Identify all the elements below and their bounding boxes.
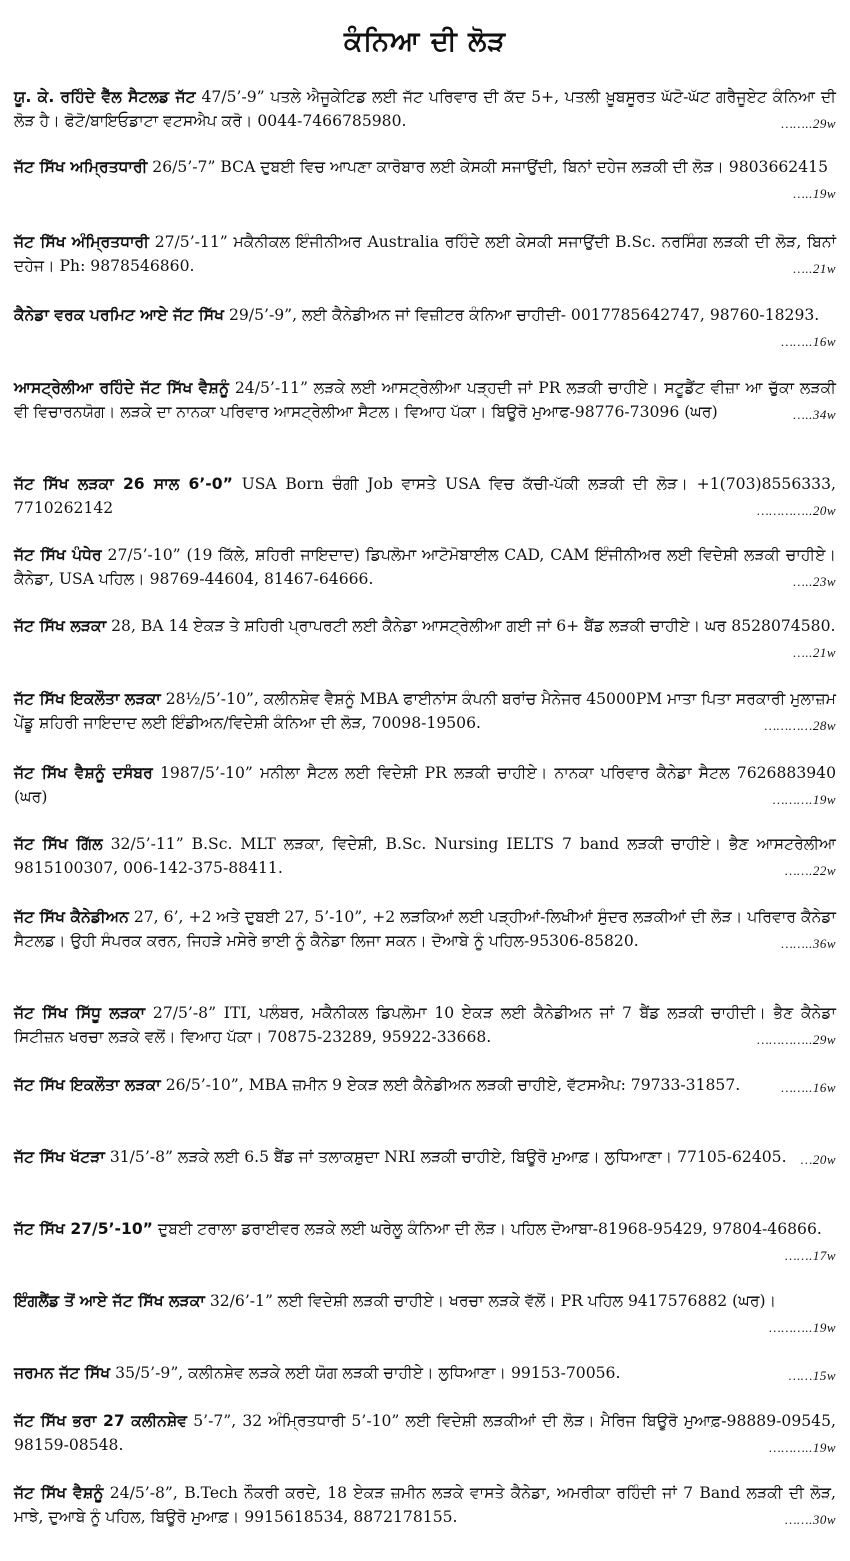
ad-body: 32/5’-11” B.Sc. MLT ਲੜਕਾ, ਵਿਦੇਸ਼ੀ, B.Sc. Nursing IELTS 7 band ਲੜਕੀ ਚਾਹੀਏ। ਭੈਣ ਆਸਟਰੇਲੀਆ 9815100307, 006-142-375-88411. bbox=[14, 835, 836, 877]
ad-lead: ਜੱਟ ਸਿੱਖ ਸਿੱਧੂ ਲੜਕਾ bbox=[14, 1004, 146, 1022]
ad-code: ……..36w bbox=[781, 935, 836, 951]
ad-body: 24/5’-11” ਲੜਕੇ ਲਈ ਆਸਟ੍ਰੇਲੀਆ ਪੜ੍ਹਦੀ ਜਾਂ PR ਲੜਕੀ ਚਾਹੀਏ। ਸਟੂਡੈਂਟ ਵੀਜ਼ਾ ਆ ਚੁੱਕਾ ਲੜਕੀ ਵੀ ਵਿਚਾਰਨਯੋਗ। ਲੜਕੇ ਦਾ ਨਾਨਕਾ ਪਰਿਵਾਰ ਆਸਟ੍ਰੇਲੀਆ ਸੈਟਲ। ਵਿਆਹ ਪੱਕਾ। ਬਿਊਰੋ ਮੁਆਫ-98776-73096 (ਘਰ) bbox=[14, 379, 836, 421]
ad-lead: ਜੱਟ ਸਿੱਖ ਅਮ੍ਰਿਤਧਾਰੀ bbox=[14, 158, 148, 176]
ad-lead: ਜੱਟ ਸਿੱਖ ਵੈਸ਼ਨੂੰ ਦਸੰਬਰ bbox=[14, 764, 153, 782]
ad-item bbox=[14, 544, 836, 593]
ad-lead: ਕੈਨੇਡਾ ਵਰਕ ਪਰਮਿਟ ਆਏ ਜੱਟ ਸਿੱਖ bbox=[14, 306, 224, 324]
ad-code: …………..29w bbox=[757, 1031, 836, 1047]
ad-item bbox=[14, 688, 836, 737]
ad-body: 27, 6’, +2 ਅਤੇ ਦੁਬਈ 27, 5’-10”, +2 ਲੜਕਿਆਂ ਲਈ ਪੜ੍ਹੀਆਂ-ਲਿਖੀਆਂ ਸੁੰਦਰ ਲੜਕੀਆਂ ਦੀ ਲੋੜ। ਪਰਿਵਾਰ ਕੈਨੇਡਾ ਸੈਟਲਡ। ਉਹੀ ਸੰਪਰਕ ਕਰਨ, ਜਿਹੜੇ ਮਸੇਰੇ ਭਾਈ ਨੂੰ ਕੈਨੇਡਾ ਲਿਜਾ ਸਕਨ। ਦੋਆਬੇ ਨੂੰ ਪਹਿਲ-95306-85820. bbox=[14, 908, 836, 950]
ad-lead: ਆਸਟ੍ਰੇਲੀਆ ਰਹਿੰਦੇ ਜੱਟ ਸਿੱਖ ਵੈਸ਼ਨੂੰ bbox=[14, 379, 229, 397]
ad-body: 26/5’-7” BCA ਦੁਬਈ ਵਿਚ ਆਪਣਾ ਕਾਰੋਬਾਰ ਲਈ ਕੇਸਕੀ ਸਜਾਉਂਦੀ, ਬਿਨਾਂ ਦਹੇਜ ਲੜਕੀ ਦੀ ਲੋੜ। 9803662415 bbox=[152, 158, 828, 176]
ad-item bbox=[14, 473, 836, 522]
ad-item bbox=[14, 156, 836, 205]
ad-item bbox=[14, 304, 836, 353]
page-title: ਕੰਨਿਆ ਦੀ ਲੋੜ bbox=[343, 26, 507, 57]
ad-code: ……..29w bbox=[781, 115, 836, 131]
ad-item bbox=[14, 1410, 836, 1459]
ad-body: 27/5’-11” ਮਕੈਨੀਕਲ ਇੰਜੀਨੀਅਰ Australia ਰਹਿੰਦੇ ਲਈ ਕੇਸਕੀ ਸਜਾਉਂਦੀ B.Sc. ਨਰਸਿੰਗ ਲੜਕੀ ਦੀ ਲੋੜ, ਬਿਨਾਂ ਦਹੇਜ। Ph: 9878546860. bbox=[14, 233, 836, 275]
ad-lead: ਜੱਟ ਸਿੱਖ ਕੈਨੇਡੀਅਨ bbox=[14, 908, 129, 926]
ad-code: …..19w bbox=[793, 185, 836, 201]
ad-lead: ਜੱਟ ਸਿੱਖ ਲੜਕਾ bbox=[14, 617, 107, 635]
ad-body: 27/5’-8” ITI, ਪਲੰਬਰ, ਮਕੈਨੀਕਲ ਡਿਪਲੋਮਾ 10 ਏਕੜ ਲਈ ਕੈਨੇਡੀਅਨ ਜਾਂ 7 ਬੈਂਡ ਲੜਕੀ ਚਾਹੀਦੀ। ਭੈਣ ਕੈਨੇਡਾ ਸਿਟੀਜ਼ਨ ਖਰਚਾ ਲੜਕੇ ਵਲੋਂ। ਵਿਆਹ ਪੱਕਾ। 70875-23289, 95922-33668. bbox=[14, 1004, 836, 1046]
ad-body: 47/5’-9” ਪਤਲੇ ਐਜੂਕੇਟਿਡ ਲਈ ਜੱਟ ਪਰਿਵਾਰ ਦੀ ਕੱਦ 5+, ਪਤਲੀ ਖ਼ੂਬਸੂਰਤ ਘੱਟੋ-ਘੱਟ ਗਰੈਜੂਏਟ ਕੰਨਿਆ ਦੀ ਲੋੜ ਹੈ। ਫੋਟੋ/ਬਾਇਓਡਾਟਾ ਵਟਸਐਪ ਕਰੋ। 0044-7466785980. bbox=[14, 88, 836, 130]
ad-body: 28½/5’-10”, ਕਲੀਨਸ਼ੇਵ ਵੈਸ਼ਨੂੰ MBA ਫਾਈਨਾਂਸ ਕੰਪਨੀ ਬਰਾਂਚ ਮੈਨੇਜਰ 45000PM ਮਾਤਾ ਪਿਤਾ ਸਰਕਾਰੀ ਮੁਲਾਜ਼ਮ ਪੇਂਡੂ ਸ਼ਹਿਰੀ ਜਾਇਦਾਦ ਲਈ ਇੰਡੀਅਨ/ਵਿਦੇਸ਼ੀ ਕੰਨਿਆ ਦੀ ਲੋੜ, 70098-19506. bbox=[14, 690, 836, 732]
ad-body: 29/5’-9”, ਲਈ ਕੈਨੇਡੀਅਨ ਜਾਂ ਵਿਜ਼ੀਟਰ ਕੰਨਿਆ ਚਾਹੀਦੀ- 0017785642747, 98760-18293. bbox=[228, 306, 820, 324]
ad-body: 26/5’-10”, MBA ਜ਼ਮੀਨ 9 ਏਕੜ ਲਈ ਕੈਨੇਡੀਅਨ ਲੜਕੀ ਚਾਹੀਏ, ਵੱਟਸਐਪ: 79733-31857. bbox=[165, 1076, 741, 1094]
ad-item bbox=[14, 86, 836, 135]
ad-lead: ਜੱਟ ਸਿੱਖ ਲੜਕਾ 26 ਸਾਲ 6’-0” bbox=[14, 475, 233, 493]
ad-code: ………..19w bbox=[769, 1319, 836, 1335]
ad-code: …….30w bbox=[784, 1511, 836, 1527]
ad-code: …20w bbox=[800, 1152, 836, 1167]
ad-body: 32/6’-1” ਲਈ ਵਿਦੇਸ਼ੀ ਲੜਕੀ ਚਾਹੀਏ। ਖਰਚਾ ਲੜਕੇ ਵੱਲੋਂ। PR ਪਹਿਲ 9417576882 (ਘਰ)। bbox=[209, 1292, 777, 1310]
ad-code: …….17w bbox=[784, 1247, 836, 1263]
ad-code: …………28w bbox=[764, 717, 836, 733]
ad-code: …..23w bbox=[793, 573, 836, 589]
ad-item bbox=[14, 1074, 836, 1100]
ad-code: ………..19w bbox=[769, 1439, 836, 1455]
ad-body: 31/5’-8” ਲੜਕੇ ਲਈ 6.5 ਬੈਂਡ ਜਾਂ ਤਲਾਕਸ਼ੁਦਾ NRI ਲੜਕੀ ਚਾਹੀਏ, ਬਿਊਰੋ ਮੁਆਫ਼। ਲੁਧਿਆਣਾ। 77105-62405. bbox=[109, 1148, 787, 1166]
ad-code: ……..16w bbox=[781, 1080, 836, 1095]
ad-lead: ਜੱਟ ਸਿੱਖ ਖੱਟੜਾ bbox=[14, 1148, 105, 1166]
ad-item bbox=[14, 1002, 836, 1051]
ad-body: ਦੁਬਈ ਟਰਾਲਾ ਡਰਾਈਵਰ ਲੜਕੇ ਲਈ ਘਰੇਲੂ ਕੰਨਿਆ ਦੀ ਲੋੜ। ਪਹਿਲ ਦੋਆਬਾ-81968-95429, 97804-46866. bbox=[157, 1220, 822, 1238]
ad-code: …..21w bbox=[793, 260, 836, 276]
ad-body: 28, BA 14 ਏਕੜ ਤੇ ਸ਼ਹਿਰੀ ਪ੍ਰਾਪਰਟੀ ਲਈ ਕੈਨੇਡਾ ਆਸਟ੍ਰੇਲੀਆ ਗਈ ਜਾਂ 6+ ਬੈਂਡ ਲੜਕੀ ਚਾਹੀਏ। ਘਰ 8528074580. bbox=[111, 617, 836, 635]
ad-body: 27/5’-10” (19 ਕਿੱਲੇ, ਸ਼ਹਿਰੀ ਜਾਇਦਾਦ) ਡਿਪਲੋਮਾ ਆਟੋਮੋਬਾਈਲ CAD, CAM ਇੰਜੀਨੀਅਰ ਲਈ ਵਿਦੇਸ਼ੀ ਲੜਕੀ ਚਾਹੀਏ। ਕੈਨੇਡਾ, USA ਪਹਿਲ। 98769-44604, 81467-64666. bbox=[14, 546, 836, 588]
ad-lead: ਯੂ. ਕੇ. ਰਹਿੰਦੇ ਵੈੱਲ ਸੈਟਲਡ ਜੱਟ bbox=[14, 88, 196, 106]
ad-code: …………..20w bbox=[757, 502, 836, 518]
ad-body: 35/5’-9”, ਕਲੀਨਸ਼ੇਵ ਲੜਕੇ ਲਈ ਯੋਗ ਲੜਕੀ ਚਾਹੀਏ। ਲੁਧਿਆਣਾ। 99153-70056. bbox=[115, 1364, 621, 1382]
ad-item bbox=[14, 1362, 836, 1388]
ad-item bbox=[14, 906, 836, 955]
ad-lead: ਜੱਟ ਸਿੱਖ ਭਰਾ 27 ਕਲੀਨਸ਼ੇਵ bbox=[14, 1412, 188, 1430]
ad-code: …….22w bbox=[784, 862, 836, 878]
ad-code: …..34w bbox=[793, 406, 836, 422]
ad-lead: ਜੱਟ ਸਿੱਖ ਪੰਧੇਰ bbox=[14, 546, 102, 564]
ad-lead: ਜਰਮਨ ਜੱਟ ਸਿੱਖ bbox=[14, 1364, 111, 1382]
ad-lead: ਜੱਟ ਸਿੱਖ ਅੰਮ੍ਰਿਤਧਾਰੀ bbox=[14, 233, 149, 251]
ad-item bbox=[14, 1218, 836, 1267]
ad-lead: ਜੱਟ ਸਿੱਖ ਵੈਸ਼ਨੂੰ bbox=[14, 1484, 104, 1502]
ad-item bbox=[14, 833, 836, 882]
ad-lead: ਜੱਟ ਸਿੱਖ ਇਕਲੌਤਾ ਲੜਕਾ bbox=[14, 1076, 161, 1094]
ad-body: 24/5’-8”, B.Tech ਨੌਕਰੀ ਕਰਦੇ, 18 ਏਕੜ ਜ਼ਮੀਨ ਲੜਕੇ ਵਾਸਤੇ ਕੈਨੇਡਾ, ਅਮਰੀਕਾ ਰਹਿੰਦੀ ਜਾਂ 7 Band ਲੜਕੀ ਦੀ ਲੋੜ, ਮਾਝੇ, ਦੁਆਬੇ ਨੂੰ ਪਹਿਲ, ਬਿਊਰੋ ਮੁਆਫ਼। 9915618534, 8872178155. bbox=[14, 1484, 836, 1526]
ad-lead: ਜੱਟ ਸਿੱਖ 27/5’-10” bbox=[14, 1220, 153, 1238]
ad-lead: ਇੰਗਲੈਂਡ ਤੋਂ ਆਏ ਜੱਟ ਸਿੱਖ ਲੜਕਾ bbox=[14, 1292, 205, 1310]
ad-item bbox=[14, 231, 836, 280]
ad-code: …..21w bbox=[793, 644, 836, 660]
ad-body: 1987/5’-10” ਮਨੀਲਾ ਸੈਟਲ ਲਈ ਵਿਦੇਸ਼ੀ PR ਲੜਕੀ ਚਾਹੀਏ। ਨਾਨਕਾ ਪਰਿਵਾਰ ਕੈਨੇਡਾ ਸੈਟਲ 7626883940 (ਘਰ) bbox=[14, 764, 837, 806]
ad-item bbox=[14, 377, 836, 426]
ad-item bbox=[14, 1146, 836, 1172]
ad-lead: ਜੱਟ ਸਿੱਖ ਇਕਲੌਤਾ ਲੜਕਾ bbox=[14, 690, 161, 708]
ad-code: ……….19w bbox=[772, 791, 836, 807]
ad-body: USA Born ਚੰਗੀ Job ਵਾਸਤੇ USA ਵਿਚ ਕੱਚੀ-ਪੱਕੀ ਲੜਕੀ ਦੀ ਲੋੜ। +1(703)8556333, 7710262142 bbox=[14, 475, 836, 517]
ad-code: ……15w bbox=[788, 1368, 836, 1383]
ad-item bbox=[14, 1482, 836, 1531]
ad-item bbox=[14, 1290, 836, 1339]
ad-item bbox=[14, 615, 836, 664]
ad-item bbox=[14, 762, 836, 811]
ad-body: 5’-7”, 32 ਅੰਮ੍ਰਿਤਧਾਰੀ 5’-10” ਲਈ ਵਿਦੇਸ਼ੀ ਲੜਕੀਆਂ ਦੀ ਲੋੜ। ਮੈਰਿਜ ਬਿਊਰੋ ਮੁਆਫ਼-98889-09545, 98159-08548. bbox=[14, 1412, 836, 1454]
ad-code: ……..16w bbox=[781, 333, 836, 349]
ad-lead: ਜੱਟ ਸਿੱਖ ਗਿੱਲ bbox=[14, 835, 103, 853]
